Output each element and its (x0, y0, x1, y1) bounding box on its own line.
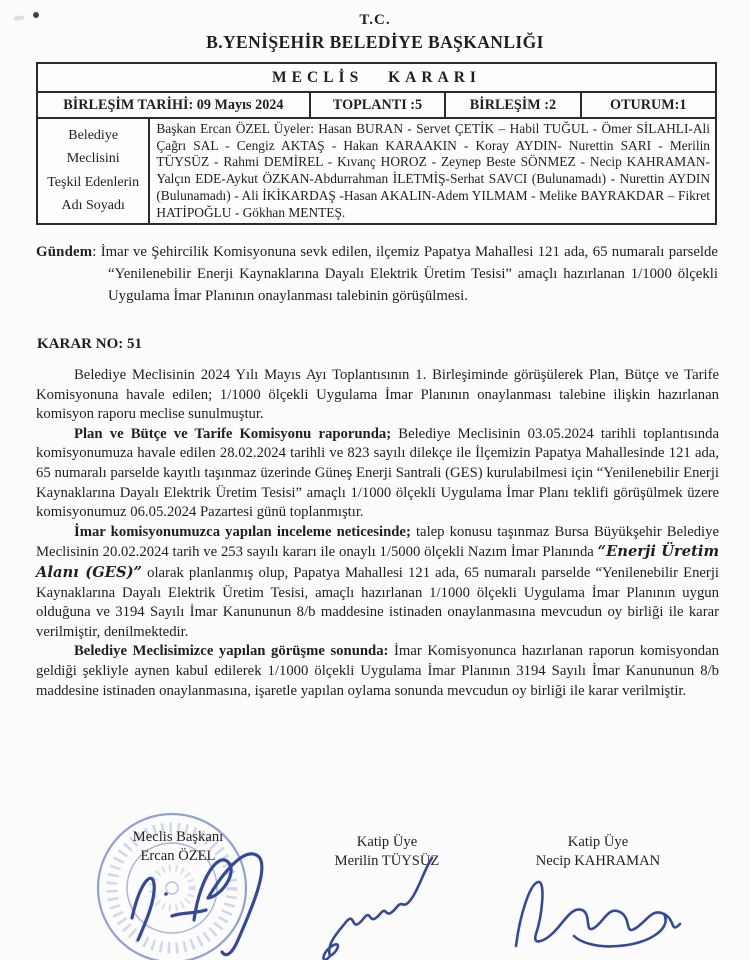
decision-header-table (36, 62, 717, 225)
decision-table-title: MECLİS KARARI (272, 69, 481, 86)
agenda-paragraph (36, 241, 718, 307)
clerk1-signature-scribble (312, 848, 462, 960)
members-label-line: Teşkil Edenlerin (47, 174, 140, 190)
members-label-cell (38, 119, 148, 223)
clerk1-role: Katip Üye (356, 834, 418, 850)
meeting-no-cell: TOPLANTI :5 (309, 93, 444, 117)
paragraph-lead: Belediye Meclisimizce yapılan görüşme sonunda: (74, 643, 389, 660)
republic-abbreviation: T.C. (359, 12, 391, 28)
clerk1-name: Merilin TÜYSÜZ (334, 853, 440, 869)
clerk2-signature-scribble (500, 858, 700, 958)
chairman-name: Ercan ÖZEL (140, 848, 216, 864)
body-paragraph-1 (36, 366, 719, 425)
decision-body (36, 366, 719, 701)
clerk2-role: Katip Üye (567, 834, 629, 850)
agenda-label: Gündem (36, 244, 93, 260)
members-label-line: Adı Soyadı (61, 198, 125, 214)
agenda-text: : İmar ve Şehircilik Komisyonuna sevk edilen, ilçemiz Papatya Mahallesi 121 ada, 65 numaralı parselde “Yenilenebilir Enerji Kaynaklarına Dayalı Elektrik Üretim Tesisi” amaçlı hazırlanan 1/1000 ölçekli Uygulama İmar Planının onaylanması talebinin görüşülmesi. (92, 244, 718, 304)
body-paragraph-3 (36, 523, 719, 643)
chairman-role: Meclis Başkanı (132, 829, 224, 845)
body-paragraph-2 (36, 425, 719, 523)
paragraph-text: Belediye Meclisinin 03.05.2024 tarihli toplantısında komisyonumuza havale edilen 28.02.2024 tarihli ve 823 sayılı dilekçe ile İlçemizin Papatya Mahallesinde 121 ada, 65 numaralı parselde kayıtlı taşınmaz üzerinde Güneş Enerji Santrali (GES) kurulabilmesi için “Yenilenebilir Enerji Kaynaklarına Dayalı Elektrik Üretim Tesisi” amaçlı 1/1000 ölçekli Uygulama İmar Planı teklifi görüşülmek üzere komisyonumuz 06.05.2024 Pazartesi günü toplanmıştır. (36, 425, 719, 521)
paragraph-text: Belediye Meclisinin 2024 Yılı Mayıs Ayı Toplantısının 1. Birleşiminde görüşülerek Plan, Bütçe ve Tarife Komisyonuna havale edilen; 1/1000 ölçekli Uygulama İmar Planının onaylanması talebine ilişkin hazırlanan komisyon raporu meclise sunulmuştur. (36, 367, 719, 423)
table-meta-row (38, 91, 715, 117)
body-paragraph-4 (36, 642, 719, 701)
members-label-line: Meclisini (66, 151, 120, 167)
members-names-cell: Başkan Ercan ÖZEL Üyeler: Hasan BURAN - Servet ÇETİK – Habil TUĞUL - Ömer SİLAHLI-Ali Çağrı SAL - Cengiz AKTAŞ - Hakan KARAAKIN - Koray AYDIN- Nurettin SARI - Merilin TÜYSÜZ - Rahmi DEMİREL - Kıvanç HOROZ - Zeynep Beste SÖNMEZ - Necip KAHRAMAN-Yalçın EDE-Aykut ÖZKAN-Abdurrahman İLETMİŞ-Serhat SAVCI (Bulunamadı) - Nurettin AYDIN (Bulunamadı) - Ali İKİKARDAŞ -Hasan AKALIN-Adem YILMAM - Melike BAYRAKDAR – Fikret HATİPOĞLU - Gökhan MENTEŞ. (148, 119, 715, 223)
municipality-title: B.YENİŞEHİR BELEDİYE BAŞKANLIĞI (206, 32, 544, 52)
paragraph-text: talep konusu taşınmaz Bursa Büyükşehir Belediye Meclisinin 20.02.2024 tarih ve 253 sayılı kararı ile onaylı 1/5000 ölçekli Nazım İmar Planında (36, 523, 720, 561)
clerk2-name: Necip KAHRAMAN (535, 853, 661, 869)
decision-number: KARAR NO: 51 (37, 336, 142, 352)
paragraph-text: İmar Komisyonunca hazırlanan raporun komisyondan geldiği şekliyle aynen kabul edilerek 1/1000 ölçekli Uygulama İmar Planının 3194 Sayılı İmar Kanununun 8/b maddesine istinaden onaylanmasına, işaretle yapılan oylama sonunda mevcudun oy birliği ile karar verilmiştir. (36, 643, 719, 699)
chairman-signature-scribble (110, 822, 320, 960)
members-label-line: Belediye (68, 128, 119, 143)
paragraph-lead: İmar komisyonumuzca yapılan inceleme neticesinde; (74, 523, 411, 540)
paragraph-lead: Plan ve Bütçe ve Tarife Komisyonu raporunda; (74, 425, 392, 442)
italic-plan-designation: “Enerji Üretim Alanı (GES)” (36, 543, 719, 581)
session-date-cell: BİRLEŞİM TARİHİ: 09 Mayıs 2024 (63, 97, 284, 113)
sitting-no-cell: OTURUM:1 (580, 93, 715, 117)
paragraph-text: olarak planlanmış olup, Papatya Mahallesi 121 ada, 65 numaralı parselde “Yenilenebilir Enerji Kaynaklarına Dayalı Elektrik Üretim Tesisi, amaçlı hazırlanan 1/1000 ölçekli Uygulama İmar Planının uygun olduğuna ve 3194 Sayılı İmar Kanununun 8/b maddesine istinaden onaylanmasına mevcudun oy birliği ile karar verilmiştir, denilmektedir. (36, 564, 719, 640)
table-members-row (38, 117, 715, 223)
table-title-row (38, 64, 715, 91)
session-no-cell: BİRLEŞİM :2 (444, 93, 579, 117)
